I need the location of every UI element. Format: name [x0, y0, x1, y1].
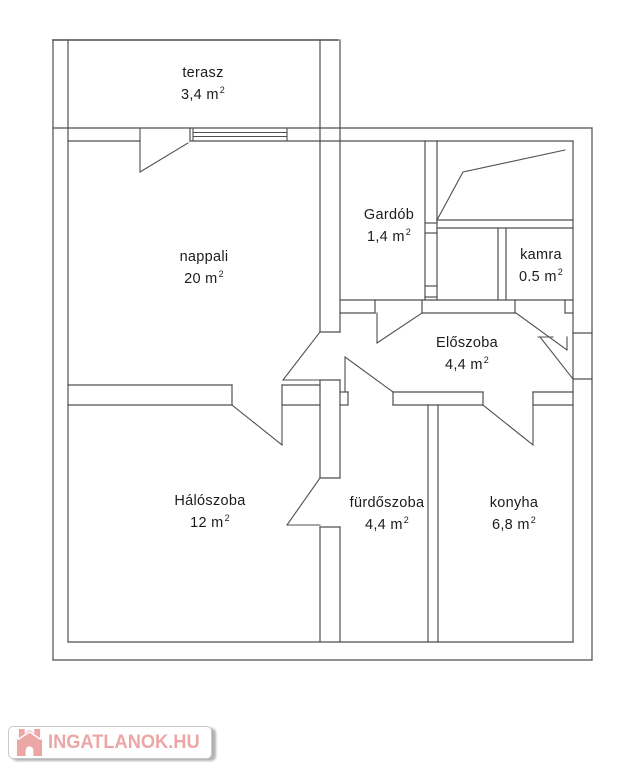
doors-group	[140, 128, 573, 525]
room-label-nappali: nappali 20 $m^2$	[179, 249, 229, 287]
room-label-gardob: Gardób 1,4 $m^2$	[363, 207, 415, 245]
room-label-terasz: terasz 3,4 $m^2$	[180, 65, 226, 103]
watermark-text: INGATLANOK.HU	[48, 731, 200, 753]
room-label-kamra: kamra 0.5 $m^2$	[518, 247, 564, 285]
house-icon	[16, 728, 43, 757]
window-terrace	[193, 128, 287, 141]
watermark-logo	[8, 726, 212, 759]
door-furdoszoba	[345, 357, 393, 392]
door-haloszoba	[232, 405, 282, 445]
door-nappali	[283, 332, 320, 380]
room-label-konyha: konyha 6,8 $m^2$	[489, 495, 539, 533]
room-label-furdoszoba: fürdőszoba 4,4 $m^2$	[349, 495, 425, 533]
door-konyha	[483, 405, 533, 445]
room-label-eloszoba: Előszoba 4,4 $m^2$	[435, 335, 499, 373]
door-terasz	[140, 128, 188, 172]
room-label-haloszoba: Hálószoba 12 $m^2$	[174, 493, 246, 531]
